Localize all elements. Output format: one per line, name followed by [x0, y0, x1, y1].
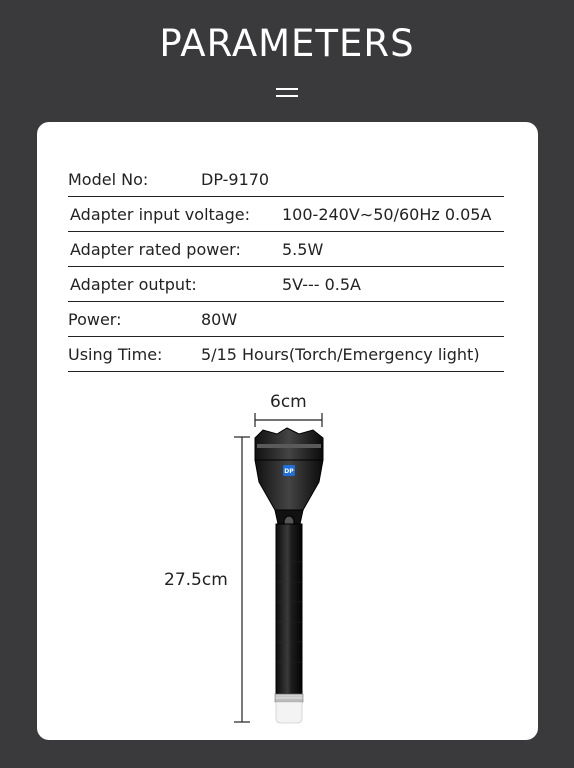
spec-label: Model No:: [68, 170, 149, 189]
spec-label: Using Time:: [68, 345, 163, 364]
spec-value: 100-240V∼50/60Hz 0.05A: [282, 205, 492, 224]
spec-label: Adapter output:: [70, 275, 197, 294]
spec-row-output: [68, 267, 504, 302]
product-illustration: [37, 382, 538, 740]
height-dimension-label: 27.5cm: [164, 570, 228, 590]
spec-row-using-time: [68, 337, 504, 372]
spec-row-input-voltage: [68, 197, 504, 232]
spec-value: 80W: [201, 310, 238, 329]
header-divider-top: [276, 88, 298, 90]
spec-value: 5V--- 0.5A: [282, 275, 361, 294]
spec-label: Adapter rated power:: [70, 240, 241, 259]
header-divider-bottom: [276, 95, 298, 97]
parameters-card: [37, 122, 538, 740]
spec-value: 5/15 Hours(Torch/Emergency light): [201, 345, 480, 364]
spec-label: Adapter input voltage:: [70, 205, 250, 224]
spec-value: 5.5W: [282, 240, 324, 259]
spec-table: [68, 162, 504, 372]
spec-row-power: [68, 302, 504, 337]
width-dimension-label: 6cm: [270, 392, 307, 412]
spec-row-rated-power: [68, 232, 504, 267]
brand-logo: DP: [284, 468, 294, 475]
page-title: PARAMETERS: [159, 22, 415, 65]
spec-row-model: [68, 162, 504, 197]
flashlight-image: [37, 382, 538, 740]
spec-label: Power:: [68, 310, 122, 329]
spec-value: DP-9170: [201, 170, 270, 189]
